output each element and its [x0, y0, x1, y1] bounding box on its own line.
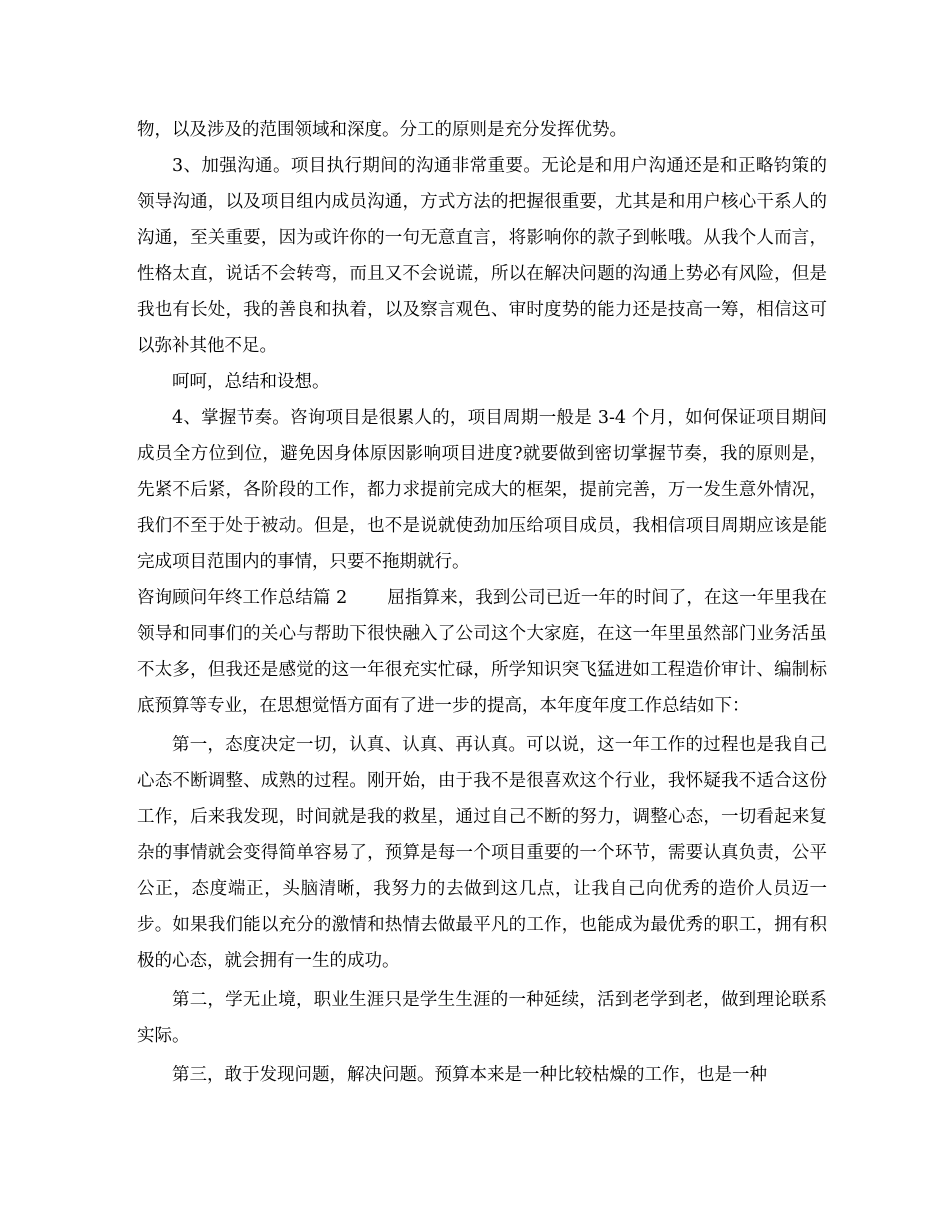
paragraph-second-learning: 第二，学无止境，职业生涯只是学生生涯的一种延续，活到老学到老，做到理论联系实际。	[137, 990, 827, 1046]
paragraph-third-problems: 第三，敢于发现问题，解决问题。预算本来是一种比较枯燥的工作，也是一种	[172, 1065, 767, 1085]
paragraph-point-3-communication: 3、加强沟通。项目执行期间的沟通非常重要。无论是和用户沟通还是和正略钧策的领导沟通，以及项目组内成员沟通，方式方法的把握很重要，尤其是和用户核心干系人的沟通，至关重要，因为或许你的一句无意直言，将影响你的款子到帐哦。从我个人而言，性格太直，说话不会转弯，而且又不会说谎，所以在解决问题的沟通上势必有风险，但是我也有长处，我的善良和执着，以及察言观色、审时度势的能力还是技高一筹，相信这可以弥补其他不足。	[137, 156, 827, 356]
section-2-heading: 咨询顾问年终工作总结篇 2	[137, 588, 348, 608]
section-2-intro-text: 屈指算来，我到公司已近一年的时间了，在这一年里我在领导和同事们的关心与帮助下很快融入了公司这个大家庭，在这一年里虽然部门业务活虽不太多，但我还是感觉的这一年很充实忙碌，所学知识突飞猛进如工程造价审计、编制标底预算等专业，在思想觉悟方面有了进一步的提高，本年度年度工作总结如下：	[137, 588, 827, 716]
document-body	[137, 112, 827, 1093]
paragraph-point-4-rhythm: 4、掌握节奏。咨询项目是很累人的，项目周期一般是 3-4 个月，如何保证项目期间成员全方位到位，避免因身体原因影响项目进度?就要做到密切掌握节奏，我的原则是，先紧不后紧，各阶段的工作，都力求提前完成大的框架，提前完善，万一发生意外情况，我们不至于处于被动。但是，也不是说就使劲加压给项目成员，我相信项目周期应该是能完成项目范围内的事情，只要不拖期就行。	[137, 408, 827, 572]
paragraph-continuation: 物，以及涉及的范围领域和深度。分工的原则是充分发挥优势。	[137, 120, 627, 140]
paragraph-first-attitude: 第一，态度决定一切，认真、认真、再认真。可以说，这一年工作的过程也是我自己心态不断调整、成熟的过程。刚开始，由于我不是很喜欢这个行业，我怀疑我不适合这份工作，后来我发现，时间就是我的救星，通过自己不断的努力，调整心态，一切看起来复杂的事情就会变得简单容易了，预算是每一个项目重要的一个环节，需要认真负责，公平公正，态度端正，头脑清晰，我努力的去做到这几点，让我自己向优秀的造价人员迈一步。如果我们能以充分的激情和热情去做最平凡的工作，也能成为最优秀的职工，拥有积极的心态，就会拥有一生的成功。	[137, 735, 827, 971]
paragraph-summary-remark: 呵呵，总结和设想。	[172, 372, 330, 392]
section-2-intro-paragraph	[137, 580, 827, 724]
